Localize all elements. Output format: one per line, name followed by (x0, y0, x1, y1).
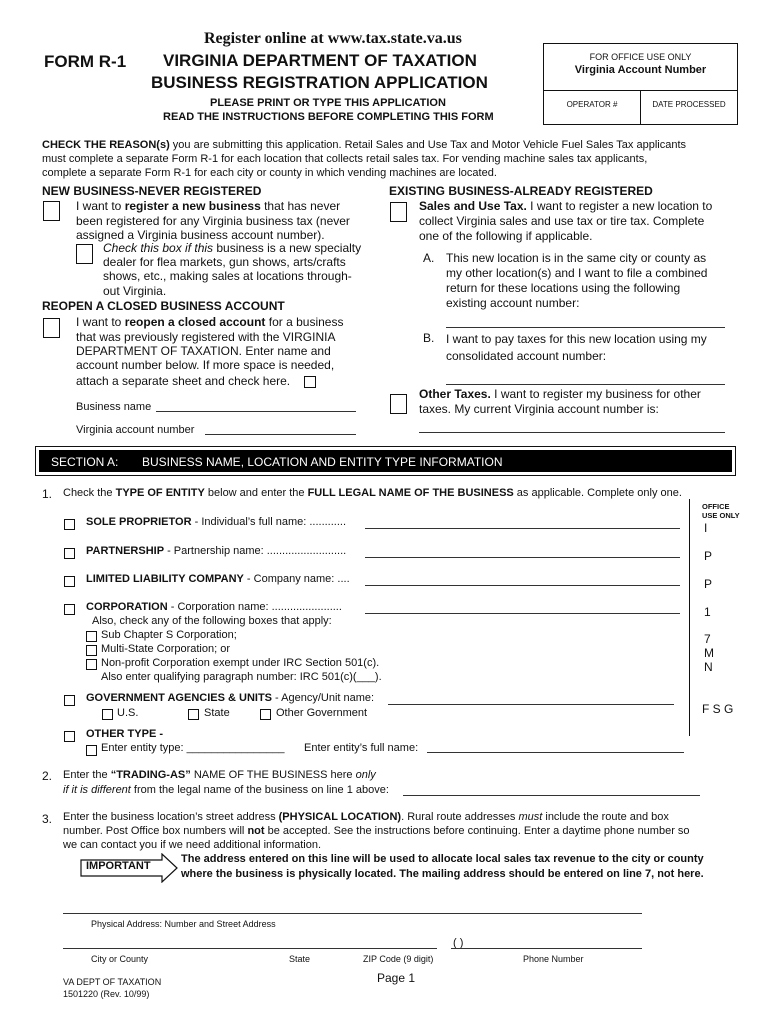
option-a-label: A. (423, 251, 435, 265)
gov-us-checkbox[interactable] (102, 709, 113, 720)
option-a-account-input[interactable] (446, 327, 725, 328)
agency-name-input[interactable] (388, 704, 674, 705)
gov-state-label: State (204, 707, 230, 719)
business-name-label: Business name (76, 401, 152, 413)
office-code-s-corp: 7 (704, 632, 711, 646)
section-a-label: SECTION A: (51, 455, 119, 469)
q2-text-1: Enter the “TRADING-AS” NAME OF THE BUSINESS here only (63, 769, 376, 781)
new-business-text-1: I want to register a new business that has never (76, 199, 341, 213)
new-business-text-2: been registered for any Virginia business tax (never (76, 214, 350, 228)
important-label: IMPORTANT (86, 860, 151, 872)
reopen-text-2: that was previously registered with the VIRGINIA (76, 330, 336, 344)
gov-state-checkbox[interactable] (188, 709, 199, 720)
sales-use-tax-checkbox[interactable] (390, 202, 407, 222)
section-a-title: BUSINESS NAME, LOCATION AND ENTITY TYPE INFORMATION (142, 455, 503, 469)
multi-state-checkbox[interactable] (86, 645, 97, 656)
other-entity-type-checkbox[interactable] (86, 745, 97, 756)
q3-text-2: number. Post Office box numbers will not be accepted. See the instructions before continuing. Enter a daytime phone number so (63, 825, 690, 837)
page-title: BUSINESS REGISTRATION APPLICATION (151, 73, 488, 92)
reopen-text-5: attach a separate sheet and check here. (76, 374, 291, 388)
new-business-text-3: assigned a Virginia business account number). (76, 228, 325, 242)
important-text-2: where the business is physically located. The mailing address should be entered on line 7, not here. (181, 868, 704, 880)
other-type-label: OTHER TYPE - (86, 728, 164, 740)
other-taxes-checkbox[interactable] (390, 394, 407, 414)
llc-label: LIMITED LIABILITY COMPANY - Company name: .... (86, 573, 350, 585)
department-title: VIRGINIA DEPARTMENT OF TAXATION (163, 51, 477, 70)
q3-number: 3. (42, 812, 53, 826)
specialty-dealer-text-4: out Virginia. (103, 284, 167, 298)
other-type-checkbox[interactable] (64, 731, 75, 742)
option-a-text-3: return for these locations using the following (446, 281, 681, 295)
reopen-heading: REOPEN A CLOSED BUSINESS ACCOUNT (42, 299, 285, 313)
phone-number-input[interactable] (451, 948, 642, 949)
option-b-text-1: I want to pay taxes for this new location using my (446, 332, 707, 346)
important-text-1: The address entered on this line will be used to allocate local sales tax revenue to the city or county (181, 853, 704, 865)
reopen-account-number-input[interactable] (205, 434, 356, 435)
office-code-sole: I (704, 521, 708, 535)
option-a-text-1: This new location is in the same city or county as (446, 251, 707, 265)
q2-number: 2. (42, 769, 53, 783)
option-a-text-2: my other location(s) and I want to file a combined (446, 266, 708, 280)
gov-us-label: U.S. (117, 707, 139, 719)
government-checkbox[interactable] (64, 695, 75, 706)
office-code-llc: P (704, 577, 713, 591)
corporation-label: CORPORATION - Corporation name: ....................... (86, 601, 342, 613)
section-a-bar (35, 446, 736, 476)
specialty-dealer-text-1: Check this box if this business is a new specialty (103, 241, 362, 255)
option-b-label: B. (423, 331, 435, 345)
office-column-divider (689, 499, 690, 736)
option-b-text-2: consolidated account number: (446, 349, 607, 363)
business-name-input[interactable] (156, 411, 356, 412)
attach-sheet-checkbox[interactable] (304, 376, 316, 388)
account-number-label: Virginia Account Number (574, 64, 707, 76)
partnership-checkbox[interactable] (64, 548, 75, 559)
office-use-heading: FOR OFFICE USE ONLY (589, 52, 692, 62)
multi-state-label: Multi-State Corporation; or (101, 643, 230, 655)
sole-proprietor-name-input[interactable] (365, 528, 680, 529)
city-state-zip-input[interactable] (63, 948, 437, 949)
physical-address-label: Physical Address: Number and Street Address (91, 919, 276, 929)
intro-line-3: complete a separate Form R-1 for each city or county in which vending machines are located. (42, 167, 497, 179)
office-code-multi-state: M (704, 646, 714, 660)
account-number-label-reopen: Virginia account number (76, 424, 195, 436)
reopen-text-4: account number below. If more space is needed, (76, 358, 335, 372)
sales-use-text-1: Sales and Use Tax. I want to register a new location to (419, 199, 713, 213)
other-taxes-text-2: taxes. My current Virginia account number is: (419, 402, 659, 416)
reopen-text-1: I want to reopen a closed account for a business (76, 315, 344, 329)
office-only-label-1: OFFICE (702, 502, 730, 511)
trading-as-input[interactable] (403, 795, 700, 796)
physical-address-input[interactable] (63, 913, 642, 914)
nonprofit-checkbox[interactable] (86, 659, 97, 670)
phone-area-code: ( ) (453, 937, 464, 949)
intro-line-1: CHECK THE REASON(s) you are submitting this application. Retail Sales and Use Tax and Motor Vehicle Fuel Sales Tax applicants (42, 139, 687, 151)
other-entity-name-input[interactable] (427, 752, 684, 753)
office-use-box (543, 43, 738, 125)
other-taxes-account-input[interactable] (419, 432, 725, 433)
zip-label: ZIP Code (9 digit) (363, 954, 434, 964)
llc-name-input[interactable] (365, 585, 680, 586)
gov-other-label: Other Government (276, 707, 368, 719)
other-entity-name-label: Enter entity’s full name: (304, 742, 419, 754)
corporation-name-input[interactable] (365, 613, 680, 614)
form-id: FORM R-1 (44, 52, 127, 71)
new-business-checkbox[interactable] (43, 201, 60, 221)
gov-other-checkbox[interactable] (260, 709, 271, 720)
sole-proprietor-label: SOLE PROPRIETOR - Individual’s full name: ............ (86, 516, 347, 528)
nonprofit-label: Non-profit Corporation exempt under IRC Section 501(c). (101, 657, 380, 669)
sales-use-text-3: one of the following if applicable. (419, 229, 593, 243)
q3-text-3: we can contact you if we need additional information. (63, 839, 322, 851)
corp-also-text: Also, check any of the following boxes that apply: (92, 615, 332, 627)
office-only-label-2: USE ONLY (702, 511, 740, 520)
corporation-checkbox[interactable] (64, 604, 75, 615)
register-online-text: Register online at www.tax.state.va.us (204, 30, 462, 47)
sales-use-text-2: collect Virginia sales and use tax or tire tax. Complete (419, 214, 705, 228)
reopen-checkbox[interactable] (43, 318, 60, 338)
print-instruction: PLEASE PRINT OR TYPE THIS APPLICATION (210, 97, 446, 109)
irc-paragraph-text: Also enter qualifying paragraph number: IRC 501(c)(___). (101, 671, 382, 683)
s-corp-checkbox[interactable] (86, 631, 97, 642)
other-taxes-text-1: Other Taxes. I want to register my business for other (419, 387, 701, 401)
phone-label: Phone Number (523, 954, 584, 964)
q1-number: 1. (42, 487, 53, 501)
option-a-text-4: existing account number: (446, 296, 580, 310)
office-code-corp: 1 (704, 605, 711, 619)
q1-instruction: Check the TYPE OF ENTITY below and enter the FULL LEGAL NAME OF THE BUSINESS as applicable. Complete only one. (63, 487, 682, 499)
government-label: GOVERNMENT AGENCIES & UNITS - Agency/Unit name: (86, 692, 375, 704)
city-county-label: City or County (91, 954, 149, 964)
new-business-heading: NEW BUSINESS-NEVER REGISTERED (42, 184, 262, 198)
q2-text-2: if it is different from the legal name of the business on line 1 above: (63, 784, 389, 796)
footer-rev: 1501220 (Rev. 10/99) (63, 989, 150, 999)
specialty-dealer-text-2: dealer for flea markets, gun shows, arts/crafts (103, 255, 346, 269)
specialty-dealer-text-3: shows, etc., making sales at locations through- (103, 269, 352, 283)
reopen-text-3: DEPARTMENT OF TAXATION. Enter name and (76, 344, 331, 358)
option-b-account-input[interactable] (446, 384, 725, 385)
page-number: Page 1 (377, 971, 416, 985)
office-code-partnership: P (704, 549, 713, 563)
intro-line-2: must complete a separate Form R-1 for each location that collects retail sales tax. For vending machine sales tax applicants, (42, 153, 648, 165)
s-corp-label: Sub Chapter S Corporation; (101, 629, 237, 641)
specialty-dealer-checkbox[interactable] (76, 244, 93, 264)
existing-business-heading: EXISTING BUSINESS-ALREADY REGISTERED (389, 184, 653, 198)
partnership-name-input[interactable] (365, 557, 680, 558)
office-code-gov: F S G (702, 702, 734, 716)
sole-proprietor-checkbox[interactable] (64, 519, 75, 530)
state-label: State (289, 954, 311, 964)
partnership-label: PARTNERSHIP - Partnership name: .......................... (86, 545, 347, 557)
office-code-nonprofit: N (704, 660, 713, 674)
operator-label: OPERATOR # (566, 100, 618, 109)
llc-checkbox[interactable] (64, 576, 75, 587)
date-processed-label: DATE PROCESSED (652, 100, 726, 109)
footer-dept: VA DEPT OF TAXATION (63, 977, 162, 987)
other-entity-type-label: Enter entity type: ________________ (101, 742, 285, 754)
q3-text-1: Enter the business location’s street address (PHYSICAL LOCATION). Rural route addresses must include the route and box (63, 811, 669, 823)
read-instruction: READ THE INSTRUCTIONS BEFORE COMPLETING THIS FORM (163, 111, 494, 123)
